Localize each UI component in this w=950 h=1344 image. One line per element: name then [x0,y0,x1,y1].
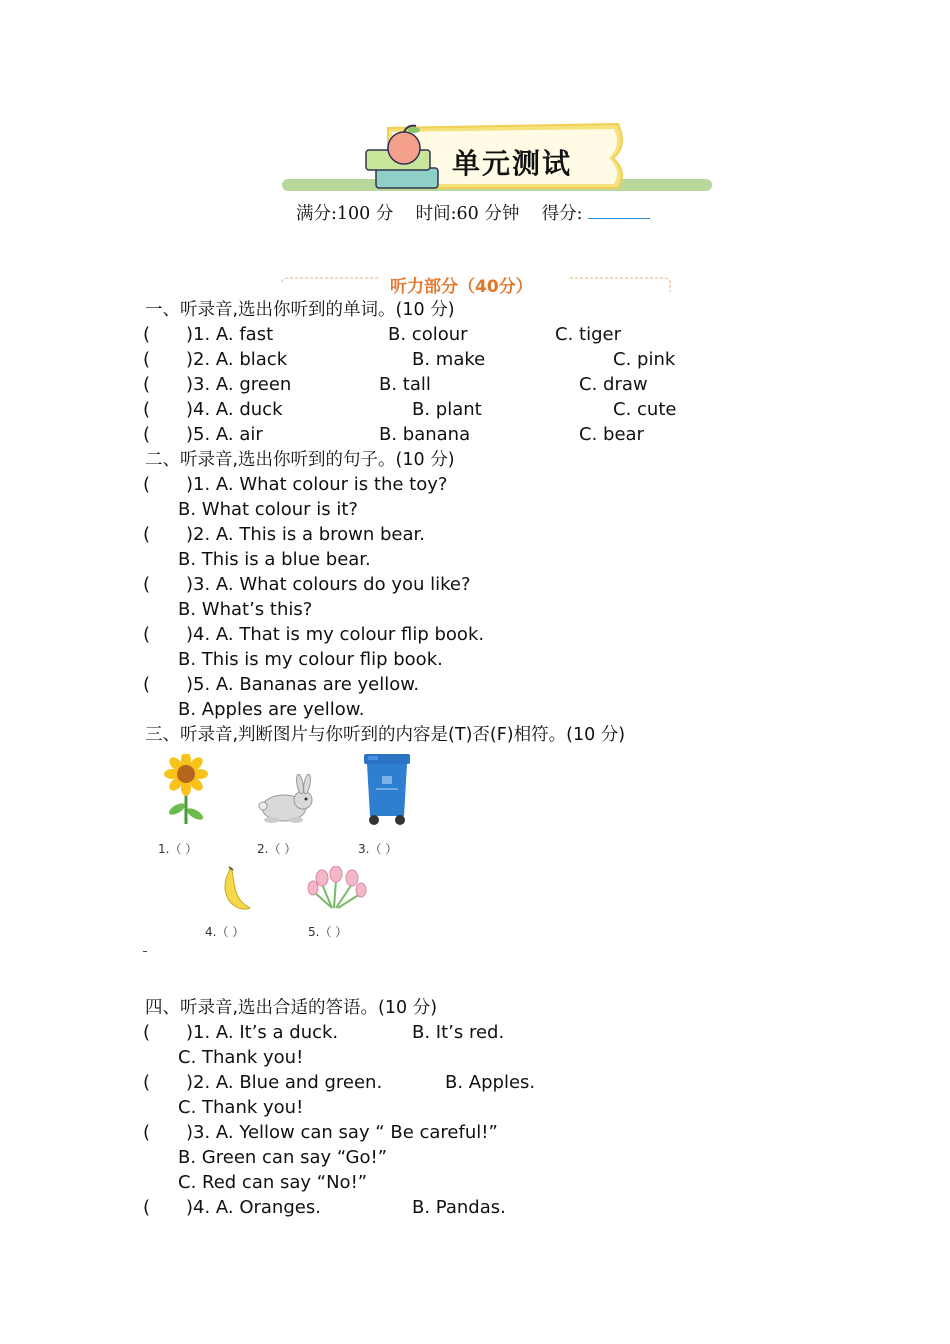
option-b: B. make [412,349,486,370]
answer-paren-open: ( [143,624,151,645]
option-a: 2. A. black [193,349,288,370]
option-b: B. Apples are yellow. [178,699,365,720]
answer-paren-open: ( [143,399,151,420]
option-b: B. Pandas. [412,1197,506,1218]
score-line [296,200,650,225]
option-c: C. pink [613,349,676,370]
section1-heading: 一、听录音,选出你听到的单词。(10 分) [145,300,455,320]
answer-paren-open: ( [143,674,151,695]
option-b: B. What’s this? [178,599,313,620]
picture-label: 2.（ ） [257,842,297,856]
option-c: C. draw [579,374,648,395]
option-a: 2. A. Blue and green. [193,1072,383,1093]
option-b: B. What colour is it? [178,499,358,520]
answer-paren-close: ) [186,324,194,345]
sunflower-icon [158,754,214,826]
answer-paren-open: ( [143,524,151,545]
option-b: B. Apples. [445,1072,536,1093]
section2-heading: 二、听录音,选出你听到的句子。(10 分) [145,450,455,470]
option-a: 3. A. Yellow can say “ Be careful!” [193,1122,498,1143]
option-a: 4. A. Oranges. [193,1197,321,1218]
answer-paren-close: ) [186,1197,194,1218]
option-a: 1. A. What colour is the toy? [193,474,448,495]
option-a: 5. A. air [193,424,263,445]
answer-paren-open: ( [143,324,151,345]
full-marks: 满分:100 分 [296,204,394,224]
answer-paren-open: ( [143,474,151,495]
time-limit: 时间:60 分钟 [415,204,520,224]
stray-mark [143,951,147,952]
page-title: 单元测试 [452,147,573,180]
answer-paren-close: ) [186,1022,194,1043]
answer-paren-close: ) [186,399,194,420]
answer-paren-close: ) [186,1072,194,1093]
option-a: 1. A. It’s a duck. [193,1022,339,1043]
option-a: 3. A. What colours do you like? [193,574,471,595]
option-b: B. colour [388,324,468,345]
answer-paren-close: ) [186,474,194,495]
option-a: 1. A. fast [193,324,274,345]
option-a: 4. A. That is my colour flip book. [193,624,485,645]
option-a: 2. A. This is a brown bear. [193,524,425,545]
section4-heading: 四、听录音,选出合适的答语。(10 分) [145,998,438,1018]
picture-label: 5.（ ） [308,925,348,939]
section3-heading: 三、听录音,判断图片与你听到的内容是(T)否(F)相符。(10 分) [145,725,626,745]
answer-paren-close: ) [186,574,194,595]
option-b: B. banana [379,424,471,445]
answer-paren-open: ( [143,1022,151,1043]
answer-paren-close: ) [186,1122,194,1143]
answer-paren-open: ( [143,374,151,395]
option-b: B. Green can say “Go!” [178,1147,388,1168]
rabbit-icon [256,774,318,826]
answer-paren-close: ) [186,674,194,695]
option-b: B. tall [379,374,431,395]
answer-paren-open: ( [143,1072,151,1093]
answer-paren-open: ( [143,349,151,370]
option-c: C. Thank you! [178,1097,304,1118]
answer-paren-close: ) [186,349,194,370]
option-c: C. Thank you! [178,1047,304,1068]
option-a: 4. A. duck [193,399,283,420]
answer-paren-open: ( [143,1197,151,1218]
answer-paren-open: ( [143,424,151,445]
answer-paren-close: ) [186,424,194,445]
option-b: B. plant [412,399,482,420]
option-c: C. bear [579,424,644,445]
tulips-icon [302,866,370,912]
picture-label: 1.（ ） [158,842,198,856]
answer-paren-close: ) [186,624,194,645]
option-a: 3. A. green [193,374,292,395]
listening-banner: 听力部分（40分） [390,277,533,297]
score-label: 得分: [541,204,583,224]
option-c: C. tiger [555,324,621,345]
answer-paren-close: ) [186,524,194,545]
answer-paren-open: ( [143,574,151,595]
option-c: C. cute [613,399,677,420]
option-b: B. It’s red. [412,1022,505,1043]
answer-paren-close: ) [186,374,194,395]
option-b: B. This is a blue bear. [178,549,371,570]
score-blank[interactable] [588,204,650,219]
picture-label: 4.（ ） [205,925,245,939]
answer-paren-open: ( [143,1122,151,1143]
option-a: 5. A. Bananas are yellow. [193,674,420,695]
option-b: B. This is my colour flip book. [178,649,443,670]
picture-label: 3.（ ） [358,842,398,856]
banana-icon [218,866,254,912]
option-c: C. Red can say “No!” [178,1172,368,1193]
trash-bin-icon [360,752,414,826]
